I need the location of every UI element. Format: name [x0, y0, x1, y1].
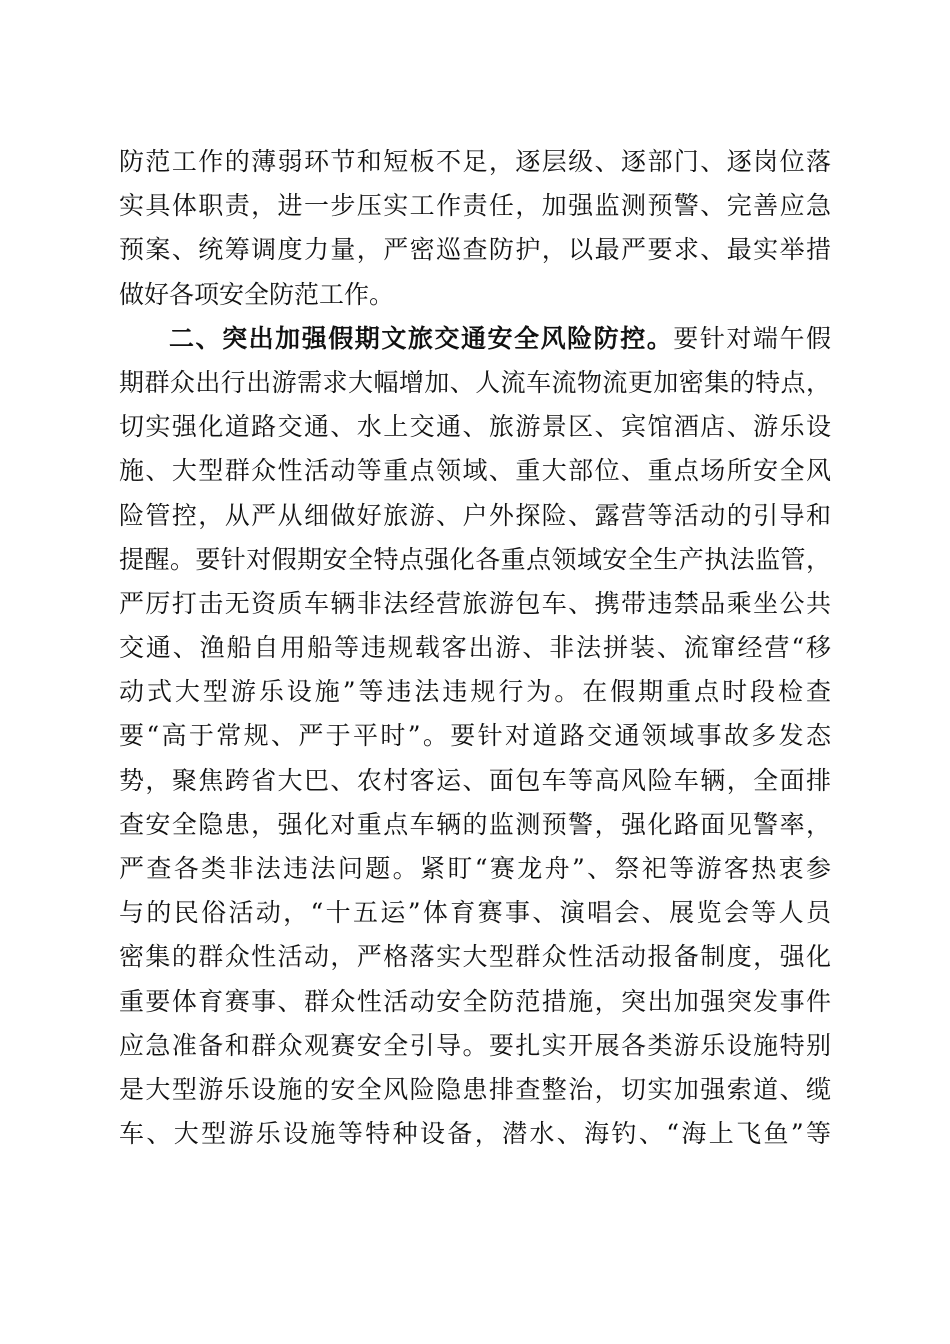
text-line: 预案、统筹调度力量，严密巡查防护，以最严要求、最实举措	[119, 235, 831, 265]
text-line: 期群众出行出游需求大幅增加、人流车流物流更加密集的特点，	[119, 367, 831, 397]
text-line: 切实强化道路交通、水上交通、旅游景区、宾馆酒店、游乐设	[119, 412, 831, 442]
paragraph-2	[119, 317, 831, 1157]
text-line: 险管控，从严从细做好旅游、户外探险、露营等活动的引导和	[119, 500, 831, 530]
text-line: 严厉打击无资质车辆非法经营旅游包车、携带违禁品乘坐公共	[119, 588, 831, 618]
text-line: 严查各类非法违法问题。紧盯“赛龙舟”、祭祀等游客热衷参	[119, 854, 831, 883]
text-line: 势，聚焦跨省大巴、农村客运、面包车等高风险车辆，全面排	[119, 765, 831, 795]
text-line: 重要体育赛事、群众性活动安全防范措施，突出加强突发事件	[119, 986, 831, 1016]
section-heading: 二、突出加强假期文旅交通安全风险防控。	[169, 323, 674, 353]
paragraph-1	[119, 140, 831, 317]
document-body	[119, 140, 831, 1156]
text-line	[119, 317, 831, 361]
text-line: 实具体职责，进一步压实工作责任，加强监测预警、完善应急	[119, 191, 831, 221]
text-line: 是大型游乐设施的安全风险隐患排查整治，切实加强索道、缆	[119, 1074, 831, 1104]
text-line: 要“高于常规、严于平时”。要针对道路交通领域事故多发态	[119, 721, 831, 751]
text-line: 交通、渔船自用船等违规载客出游、非法拼装、流窜经营“移	[119, 633, 831, 663]
text-line: 密集的群众性活动，严格落实大型群众性活动报备制度，强化	[119, 942, 831, 972]
text-line: 与的民俗活动，“十五运”体育赛事、演唱会、展览会等人员	[119, 898, 831, 928]
heading-line-text: 要针对端午假	[673, 323, 831, 353]
text-line: 施、大型群众性活动等重点领域、重大部位、重点场所安全风	[119, 456, 831, 486]
text-line: 提醒。要针对假期安全特点强化各重点领域安全生产执法监管，	[119, 544, 831, 574]
text-line: 动式大型游乐设施”等违法违规行为。在假期重点时段检查	[119, 677, 831, 707]
text-line: 应急准备和群众观赛安全引导。要扎实开展各类游乐设施特别	[119, 1030, 831, 1060]
text-line: 防范工作的薄弱环节和短板不足，逐层级、逐部门、逐岗位落	[119, 147, 831, 176]
text-line: 做好各项安全防范工作。	[119, 279, 395, 309]
text-line: 车、大型游乐设施等特种设备，潜水、海钓、“海上飞鱼”等	[119, 1119, 831, 1149]
text-line: 查安全隐患，强化对重点车辆的监测预警，强化路面见警率，	[119, 809, 831, 839]
